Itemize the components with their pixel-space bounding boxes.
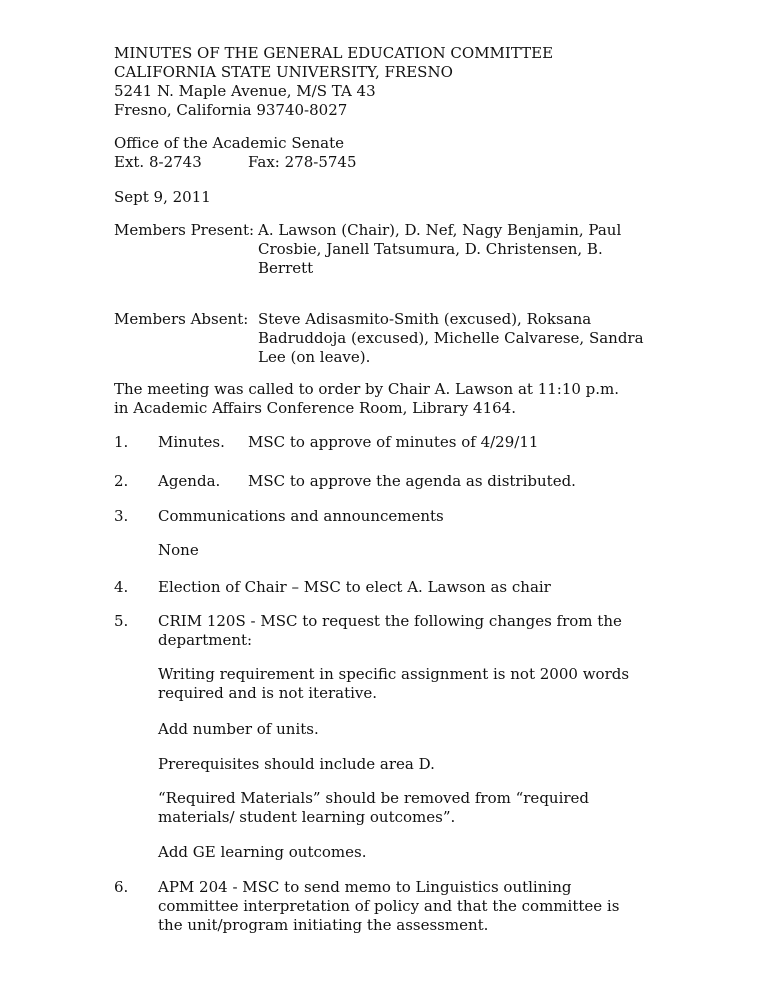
item-3-detail: None [158,541,199,559]
item-2-title: Agenda. [158,472,221,490]
item-5-detail-2: Add number of units. [158,720,319,738]
item-5-detail-5: Add GE learning outcomes. [158,843,367,861]
item-1-number: 1. [114,433,129,451]
header-university: CALIFORNIA STATE UNIVERSITY, FRESNO [114,63,453,81]
header-address: 5241 N. Maple Avenue, M/S TA 43 [114,82,376,100]
office-name: Office of the Academic Senate [114,134,344,152]
item-5-number: 5. [114,612,129,630]
item-6-number: 6. [114,878,129,896]
members-present-value: A. Lawson (Chair), D. Nef, Nagy Benjamin, Paul Crosbie, Janell Tatsumura, D. Christensen, B. Berrett [258,221,622,277]
item-3-number: 3. [114,507,129,525]
call-to-order: The meeting was called to order by Chair A. Lawson at 11:10 p.m. in Academic Affairs Conference Room, Library 4164. [114,380,620,417]
item-2-text: MSC to approve the agenda as distributed. [248,472,576,490]
item-4-text: Election of Chair – MSC to elect A. Lawson as chair [158,578,551,596]
office-fax: Fax: 278-5745 [248,153,357,171]
members-absent-value: Steve Adisasmito-Smith (excused), Roksana Badruddoja (excused), Michelle Calvarese, Sandra Lee (on leave). [258,310,644,366]
members-absent-label: Members Absent: [114,310,249,328]
members-present-label: Members Present: [114,221,255,239]
meeting-date: Sept 9, 2011 [114,188,211,206]
item-3-text: Communications and announcements [158,507,444,525]
item-5-detail-1: Writing requirement in specific assignment is not 2000 words required and is not iterative. [158,665,630,702]
item-5-detail-4: “Required Materials” should be removed from “required materials/ student learning outcomes”. [158,789,590,826]
item-4-number: 4. [114,578,129,596]
item-1-title: Minutes. [158,433,225,451]
item-1-text: MSC to approve of minutes of 4/29/11 [248,433,539,451]
item-6-text: APM 204 - MSC to send memo to Linguistics outlining committee interpretation of policy and that the committee is the unit/program initiating the assessment. [158,878,620,934]
item-5-detail-3: Prerequisites should include area D. [158,755,435,773]
header-city: Fresno, California 93740-8027 [114,101,348,119]
item-5-text: CRIM 120S - MSC to request the following changes from the department: [158,612,622,649]
header-title: MINUTES OF THE GENERAL EDUCATION COMMITTEE [114,44,554,62]
item-2-number: 2. [114,472,129,490]
office-ext: Ext. 8-2743 [114,153,202,171]
